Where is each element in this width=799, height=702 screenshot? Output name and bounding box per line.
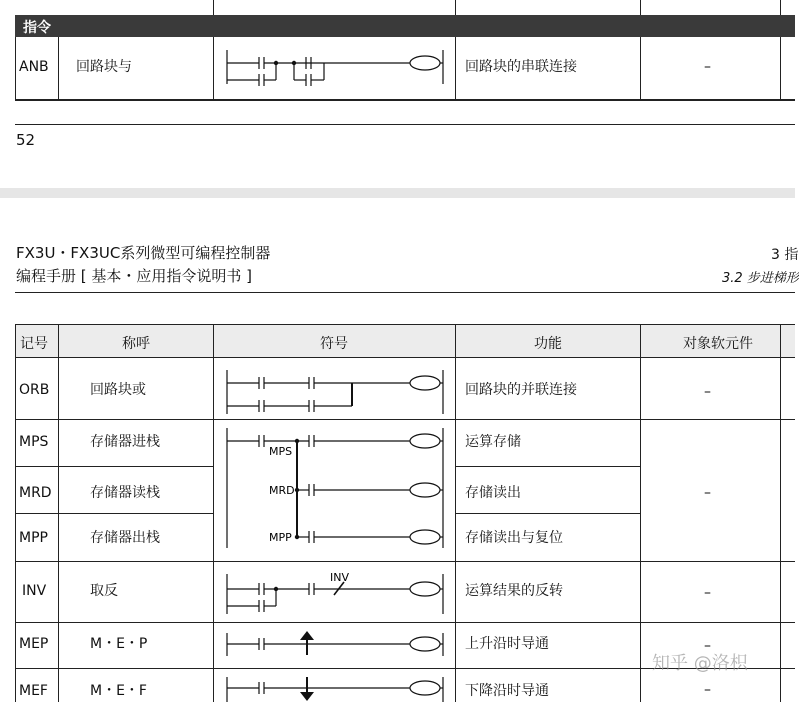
row-name: 回路块或: [90, 382, 146, 398]
col-name: 称呼: [122, 336, 150, 352]
section-label: 3.2 步进梯形: [722, 271, 799, 286]
row-code: ORB: [19, 382, 50, 398]
page-number: 52: [16, 131, 36, 149]
mef-ladder-symbol: [214, 669, 454, 702]
orb-ladder-symbol: [214, 358, 454, 419]
row-name: 存储器进栈: [90, 434, 160, 450]
manual-title-line2: 编程手册 [ 基本・应用指令说明书 ]: [16, 267, 253, 285]
row-function: 下降沿时导通: [465, 683, 549, 699]
row-name: 存储器读栈: [90, 485, 160, 501]
mep-ladder-symbol: [214, 623, 454, 668]
inv-label: INV: [330, 571, 349, 584]
page-gap: [0, 188, 795, 198]
col-object: 对象软元件: [683, 336, 753, 352]
section-header-label: 指令: [23, 20, 51, 36]
col-function: 功能: [534, 336, 562, 352]
row-function: 存储读出: [465, 485, 521, 501]
row-code: MPP: [19, 530, 48, 546]
mrd-label: MRD: [269, 484, 295, 497]
row-name: 存储器出栈: [90, 530, 160, 546]
inv-ladder-symbol: [214, 562, 454, 622]
anb-ladder-symbol: [214, 38, 454, 98]
watermark: 知乎 @洛枳: [652, 653, 748, 674]
row-function: 存储读出与复位: [465, 530, 563, 546]
row-code: MRD: [19, 485, 52, 501]
anb-code: ANB: [19, 59, 49, 75]
row-name: M・E・F: [90, 683, 147, 699]
row-object: –: [704, 485, 711, 501]
row-name: M・E・P: [90, 636, 148, 652]
row-function: 回路块的并联连接: [465, 382, 577, 398]
chapter-label: 3 指: [771, 247, 799, 263]
previous-page: [0, 0, 795, 188]
row-function: 运算结果的反转: [465, 583, 563, 599]
row-object: –: [704, 585, 711, 601]
row-function: 上升沿时导通: [465, 636, 549, 652]
row-code: INV: [22, 583, 47, 599]
mps-label: MPS: [269, 445, 293, 458]
row-object: –: [704, 638, 711, 654]
col-code: 记号: [20, 336, 48, 352]
row-function: 运算存储: [465, 434, 521, 450]
row-object: –: [704, 384, 711, 400]
manual-title-line1: FX3U・FX3UC系列微型可编程控制器: [16, 244, 271, 262]
row-object: –: [704, 682, 711, 698]
row-code: MEP: [19, 636, 49, 652]
section-header-bar: [15, 15, 795, 37]
row-code: MEF: [19, 683, 48, 699]
anb-object: –: [704, 59, 711, 75]
anb-name: 回路块与: [76, 59, 132, 75]
mps-mrd-mpp-ladder-symbol: [214, 420, 454, 560]
row-code: MPS: [19, 434, 49, 450]
mpp-label: MPP: [269, 531, 292, 544]
anb-function: 回路块的串联连接: [465, 59, 577, 75]
col-symbol: 符号: [320, 336, 348, 352]
row-name: 取反: [90, 583, 118, 599]
